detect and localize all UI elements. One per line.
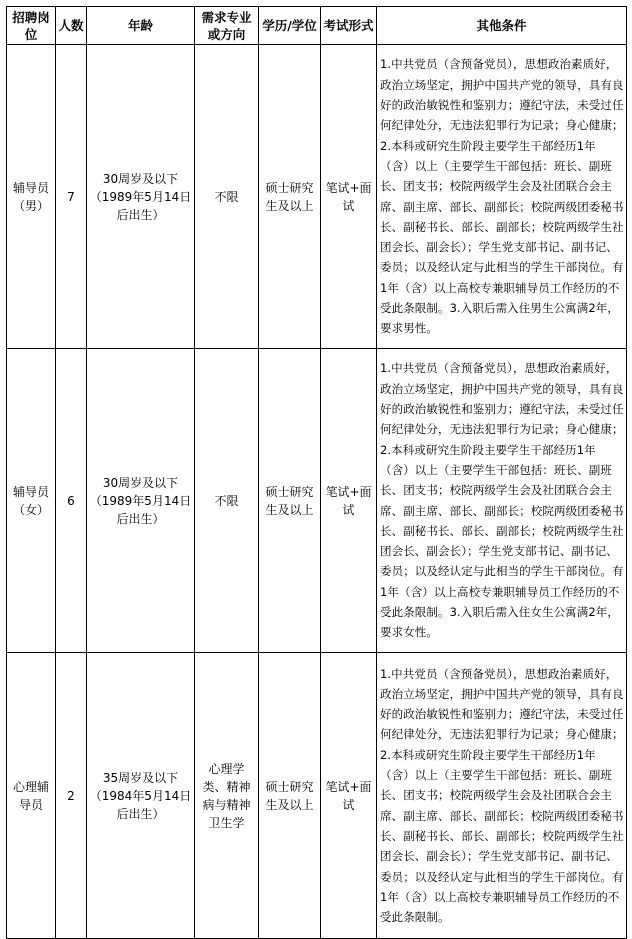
- cell-major: 不限: [195, 349, 259, 653]
- cell-major: 不限: [195, 45, 259, 349]
- cell-degree: 硕士研究生及以上: [259, 45, 321, 349]
- cell-conditions: 1.中共党员（含预备党员），思想政治素质好，政治立场坚定，拥护中国共产党的领导，具有良好的政治敏锐性和鉴别力；遵纪守法，未受过任何纪律处分，无违法犯罪行为记录；身心健康；2.本科或研究生阶段主要学生干部经历1年（含）以上（主要学生干部包括：班长、副班长、团支书；校院两级学生会及社团联合会主席、副主席、部长、副部长；校院两级团委秘书长、副秘书长、部长、副部长；校院两级学生社团会长、副会长）；学生党支部书记、副书记、委员；以及经认定与此相当的学生干部岗位。有1年（含）以上高校专兼职辅导员工作经历的不受此条限制。3.入职后需入住女生公寓满2年，要求女性。: [377, 349, 627, 653]
- header-exam: 考试形式: [321, 7, 377, 45]
- cell-exam: 笔试+面试: [321, 653, 377, 939]
- header-conditions: 其他条件: [377, 7, 627, 45]
- recruitment-table: [6, 6, 627, 939]
- header-age: 年龄: [87, 7, 195, 45]
- cell-age: 30周岁及以下（1989年5月14日后出生）: [87, 349, 195, 653]
- cell-conditions: 1.中共党员（含预备党员），思想政治素质好，政治立场坚定，拥护中国共产党的领导，具有良好的政治敏锐性和鉴别力；遵纪守法，未受过任何纪律处分，无违法犯罪行为记录；身心健康；2.本科或研究生阶段主要学生干部经历1年（含）以上（主要学生干部包括：班长、副班长、团支书；校院两级学生会及社团联合会主席、副主席、部长、副部长；校院两级团委秘书长、副秘书长、部长、副部长；校院两级学生社团会长、副会长）；学生党支部书记、副书记、委员；以及经认定与此相当的学生干部岗位。有1年（含）以上高校专兼职辅导员工作经历的不受此条限制。: [377, 653, 627, 939]
- cell-position: 辅导员（女）: [7, 349, 56, 653]
- cell-major: 心理学类、精神病与精神卫生学: [195, 653, 259, 939]
- cell-degree: 硕士研究生及以上: [259, 653, 321, 939]
- header-major: 需求专业或方向: [195, 7, 259, 45]
- cell-exam: 笔试+面试: [321, 45, 377, 349]
- cell-age: 35周岁及以下（1984年5月14日后出生）: [87, 653, 195, 939]
- table-row: [7, 349, 627, 653]
- header-position: 招聘岗位: [7, 7, 56, 45]
- cell-age: 30周岁及以下（1989年5月14日后出生）: [87, 45, 195, 349]
- header-count: 人数: [56, 7, 87, 45]
- cell-exam: 笔试+面试: [321, 349, 377, 653]
- cell-position: 心理辅导员: [7, 653, 56, 939]
- cell-conditions: 1.中共党员（含预备党员），思想政治素质好，政治立场坚定，拥护中国共产党的领导，具有良好的政治敏锐性和鉴别力；遵纪守法，未受过任何纪律处分，无违法犯罪行为记录；身心健康；2.本科或研究生阶段主要学生干部经历1年（含）以上（主要学生干部包括：班长、副班长、团支书；校院两级学生会及社团联合会主席、副主席、部长、副部长；校院两级团委秘书长、副秘书长、部长、副部长；校院两级学生社团会长、副会长）；学生党支部书记、副书记、委员；以及经认定与此相当的学生干部岗位。有1年（含）以上高校专兼职辅导员工作经历的不受此条限制。3.入职后需入住男生公寓满2年，要求男性。: [377, 45, 627, 349]
- header-degree: 学历/学位: [259, 7, 321, 45]
- cell-count: 2: [56, 653, 87, 939]
- cell-position: 辅导员（男）: [7, 45, 56, 349]
- cell-count: 7: [56, 45, 87, 349]
- table-header-row: [7, 7, 627, 45]
- table-row: [7, 653, 627, 939]
- table-row: [7, 45, 627, 349]
- cell-degree: 硕士研究生及以上: [259, 349, 321, 653]
- cell-count: 6: [56, 349, 87, 653]
